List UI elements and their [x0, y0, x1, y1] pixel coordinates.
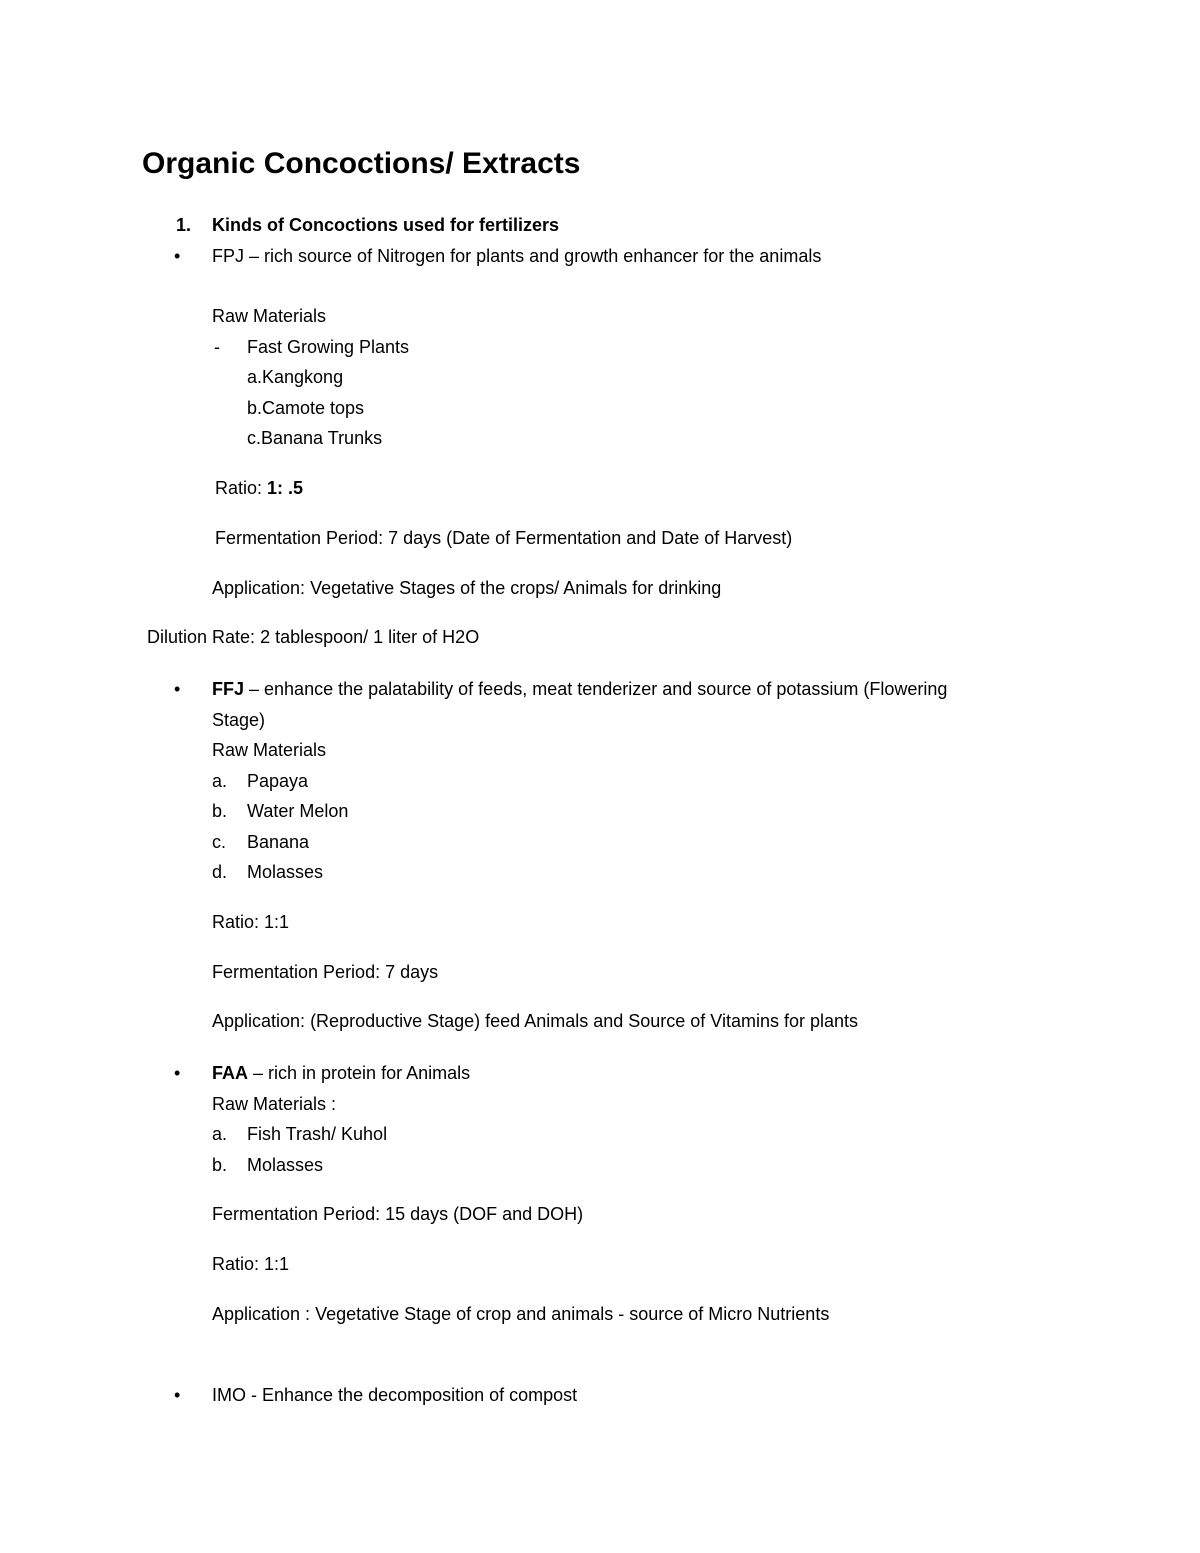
- ffj-description-line: [212, 678, 947, 700]
- faa-fermentation-value: 15 days (DOF and DOH): [380, 1204, 584, 1224]
- faa-description: – rich in protein for Animals: [248, 1063, 471, 1083]
- faa-application: [212, 1303, 829, 1325]
- fpj-ratio: [215, 477, 303, 499]
- ffj-ratio-label: Ratio:: [212, 912, 260, 932]
- ffj-description: – enhance the palatability of feeds, meat tenderizer and source of potassium (Flowering: [244, 679, 948, 699]
- ffj-application-label: Application:: [212, 1011, 306, 1031]
- fpj-application: [212, 577, 721, 599]
- fpj-item: b.Camote tops: [247, 398, 365, 418]
- faa-raw-materials-label: Raw Materials :: [212, 1094, 337, 1114]
- faa-item: Fish Trash/ Kuhol: [247, 1124, 388, 1144]
- fpj-item: a.Kangkong: [247, 367, 344, 387]
- ffj-fermentation-label: Fermentation Period:: [212, 962, 381, 982]
- ffj-fermentation: [212, 961, 438, 983]
- faa-fermentation-label: Fermentation Period:: [212, 1204, 381, 1224]
- fpj-name: FPJ: [212, 246, 245, 266]
- ffj-item: Molasses: [247, 862, 324, 882]
- ffj-item: Papaya: [247, 771, 309, 791]
- ffj-item-letter: a.: [212, 771, 228, 791]
- ffj-application: [212, 1010, 858, 1032]
- ffj-raw-materials-label: Raw Materials: [212, 740, 327, 760]
- ffj-item-letter: c.: [212, 832, 227, 852]
- fpj-description: – rich source of Nitrogen for plants and growth enhancer for the animals: [244, 246, 822, 266]
- ffj-item: Banana: [247, 832, 310, 852]
- fpj-ratio-label: Ratio:: [215, 478, 263, 498]
- faa-fermentation: [212, 1203, 583, 1225]
- faa-application-label: Application :: [212, 1304, 311, 1324]
- fpj-dilution: [147, 626, 479, 648]
- faa-item: Molasses: [247, 1155, 324, 1175]
- ffj-item: Water Melon: [247, 801, 349, 821]
- document-title: Organic Concoctions/ Extracts: [142, 147, 581, 180]
- bullet-imo: •: [174, 1385, 181, 1405]
- faa-ratio: [212, 1253, 289, 1275]
- fpj-application-value: Vegetative Stages of the crops/ Animals for drinking: [305, 578, 722, 598]
- fpj-fermentation-label: Fermentation Period:: [215, 528, 384, 548]
- faa-ratio-label: Ratio:: [212, 1254, 260, 1274]
- fpj-dilution-value: 2 tablespoon/ 1 liter of H2O: [255, 627, 480, 647]
- section-heading: Kinds of Concoctions used for fertilizers: [212, 215, 560, 235]
- faa-item-letter: a.: [212, 1124, 228, 1144]
- fpj-dash: -: [214, 337, 220, 357]
- fpj-ratio-value: 1: .5: [262, 478, 304, 498]
- ffj-name: FFJ: [212, 679, 245, 699]
- fpj-raw-materials-label: Raw Materials: [212, 306, 327, 326]
- imo-description: IMO - Enhance the decomposition of compost: [212, 1385, 578, 1405]
- ffj-item-letter: b.: [212, 801, 228, 821]
- faa-item-letter: b.: [212, 1155, 228, 1175]
- faa-name: FAA: [212, 1063, 248, 1083]
- fpj-fermentation: [215, 527, 792, 549]
- ffj-ratio: [212, 911, 289, 933]
- fpj-description-line: [212, 245, 821, 267]
- fpj-group-label: Fast Growing Plants: [247, 337, 410, 357]
- ffj-ratio-value: 1:1: [259, 912, 290, 932]
- faa-description-line: [212, 1062, 470, 1084]
- section-number: 1.: [176, 215, 192, 235]
- faa-application-value: Vegetative Stage of crop and animals - source of Micro Nutrients: [310, 1304, 830, 1324]
- fpj-application-label: Application:: [212, 578, 306, 598]
- bullet-ffj: •: [174, 679, 181, 699]
- fpj-item: c.Banana Trunks: [247, 428, 383, 448]
- bullet-faa: •: [174, 1063, 181, 1083]
- fpj-fermentation-value: 7 days (Date of Fermentation and Date of Harvest): [383, 528, 793, 548]
- ffj-description-continued: Stage): [212, 710, 266, 730]
- ffj-application-value: (Reproductive Stage) feed Animals and Source of Vitamins for plants: [305, 1011, 859, 1031]
- ffj-fermentation-value: 7 days: [380, 962, 439, 982]
- faa-ratio-value: 1:1: [259, 1254, 290, 1274]
- fpj-dilution-label: Dilution Rate:: [147, 627, 256, 647]
- bullet-fpj: •: [174, 246, 181, 266]
- ffj-item-letter: d.: [212, 862, 228, 882]
